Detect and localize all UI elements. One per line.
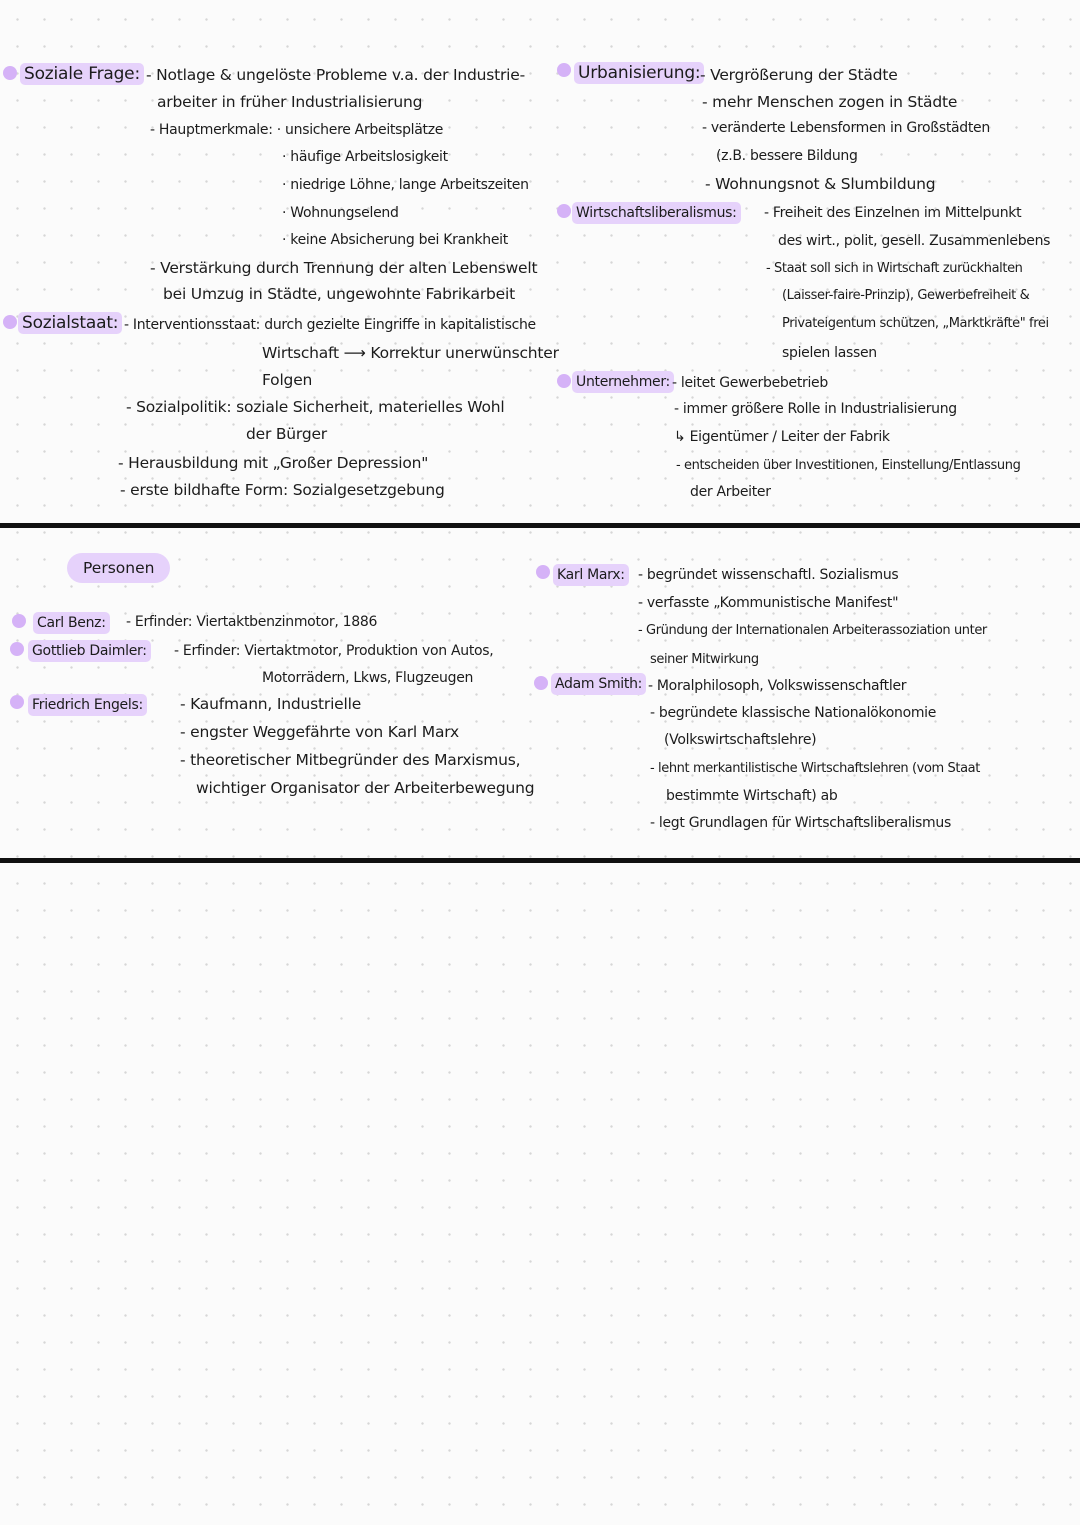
def-line: - begründete klassische Nationalökonomie — [650, 705, 937, 721]
bullet-dot — [534, 676, 548, 690]
def-line: seiner Mitwirkung — [650, 652, 759, 667]
def-line: · keine Absicherung bei Krankheit — [282, 232, 508, 248]
def-line: der Bürger — [246, 425, 327, 443]
def-line: (Laisser-faire-Prinzip), Gewerbefreiheit & — [782, 288, 1030, 303]
def-line: - legt Grundlagen für Wirtschaftsliberalismus — [650, 815, 951, 831]
def-line: - Wohnungsnot & Slumbildung — [705, 175, 936, 193]
person-name-carl-benz: Carl Benz: — [33, 612, 110, 634]
def-line: · häufige Arbeitslosigkeit — [282, 149, 448, 165]
def-line: Folgen — [262, 371, 313, 389]
def-line: - Vergrößerung der Städte — [700, 66, 898, 84]
bullet-dot — [12, 614, 26, 628]
def-line: - Erfinder: Viertaktmotor, Produktion von Autos, — [174, 643, 494, 659]
section-heading-personen: Personen — [67, 553, 170, 583]
bullet-dot — [3, 66, 17, 80]
def-line: - Hauptmerkmale: · unsichere Arbeitsplätze — [150, 122, 444, 138]
term-sozialstaat: Sozialstaat: — [18, 312, 122, 334]
def-line: arbeiter in früher Industrialisierung — [157, 93, 423, 111]
def-line: Wirtschaft ⟶ Korrektur unerwünschter — [262, 344, 559, 362]
def-line: - begründet wissenschaftl. Sozialismus — [638, 567, 899, 583]
def-line: - Freiheit des Einzelnen im Mittelpunkt — [764, 205, 1022, 221]
term-unternehmer: Unternehmer: — [572, 371, 674, 393]
bullet-dot — [10, 695, 24, 709]
def-line: - Verstärkung durch Trennung der alten Lebenswelt — [150, 259, 538, 277]
person-name-adam-smith: Adam Smith: — [551, 673, 646, 695]
def-line: - verfasste „Kommunistische Manifest" — [638, 595, 899, 611]
def-line: - Herausbildung mit „Großer Depression" — [118, 454, 429, 472]
def-line: - Notlage & ungelöste Probleme v.a. der Industrie- — [146, 66, 525, 84]
def-line: - Interventionsstaat: durch gezielte Eingriffe in kapitalistische — [124, 317, 536, 333]
def-line: - theoretischer Mitbegründer des Marxismus, — [180, 751, 521, 769]
def-line: Privateigentum schützen, „Marktkräfte" frei — [782, 316, 1049, 331]
def-line: bei Umzug in Städte, ungewohnte Fabrikarbeit — [163, 285, 515, 303]
bullet-dot — [536, 565, 550, 579]
def-line: - Erfinder: Viertaktbenzinmotor, 1886 — [126, 614, 378, 630]
def-line: - erste bildhafte Form: Sozialgesetzgebung — [120, 481, 445, 499]
def-line: - immer größere Rolle in Industrialisierung — [674, 401, 957, 417]
def-line: - Gründung der Internationalen Arbeiterassoziation unter — [638, 623, 987, 638]
def-line: ↳ Eigentümer / Leiter der Fabrik — [674, 429, 890, 445]
person-name-karl-marx: Karl Marx: — [553, 564, 629, 586]
def-line: spielen lassen — [782, 345, 877, 361]
bullet-dot — [10, 642, 24, 656]
person-name-gottlieb-daimler: Gottlieb Daimler: — [28, 640, 151, 662]
section-divider — [0, 523, 1080, 528]
def-line: - veränderte Lebensformen in Großstädten — [702, 120, 990, 136]
def-line: - Staat soll sich in Wirtschaft zurückhalten — [766, 261, 1023, 276]
def-line: - Moralphilosoph, Volkswissenschaftler — [648, 678, 907, 694]
def-line: des wirt., polit, gesell. Zusammenlebens — [778, 233, 1051, 249]
def-line: der Arbeiter — [690, 484, 771, 500]
def-line: - lehnt merkantilistische Wirtschaftslehren (vom Staat — [650, 761, 980, 776]
def-line: (Volkswirtschaftslehre) — [664, 732, 817, 748]
def-line: · niedrige Löhne, lange Arbeitszeiten — [282, 177, 529, 193]
def-line: - mehr Menschen zogen in Städte — [702, 93, 958, 111]
bullet-dot — [557, 204, 571, 218]
person-name-friedrich-engels: Friedrich Engels: — [28, 694, 147, 716]
def-line: (z.B. bessere Bildung — [716, 148, 858, 164]
def-line: Motorrädern, Lkws, Flugzeugen — [262, 670, 474, 686]
def-line: - Sozialpolitik: soziale Sicherheit, materielles Wohl — [126, 398, 505, 416]
def-line: - leitet Gewerbebetrieb — [672, 375, 828, 391]
section-divider — [0, 858, 1080, 863]
term-wirtschaftsliberalismus: Wirtschaftsliberalismus: — [572, 202, 741, 224]
term-soziale-frage: Soziale Frage: — [20, 63, 144, 85]
bullet-dot — [557, 374, 571, 388]
bullet-dot — [557, 63, 571, 77]
def-line: wichtiger Organisator der Arbeiterbewegung — [196, 779, 535, 797]
def-line: · Wohnungselend — [282, 205, 399, 221]
def-line: - engster Weggefährte von Karl Marx — [180, 723, 459, 741]
bullet-dot — [3, 315, 17, 329]
def-line: - entscheiden über Investitionen, Einstellung/Entlassung — [676, 458, 1021, 473]
def-line: bestimmte Wirtschaft) ab — [666, 788, 838, 804]
def-line: - Kaufmann, Industrielle — [180, 695, 362, 713]
term-urbanisierung: Urbanisierung: — [574, 62, 704, 84]
